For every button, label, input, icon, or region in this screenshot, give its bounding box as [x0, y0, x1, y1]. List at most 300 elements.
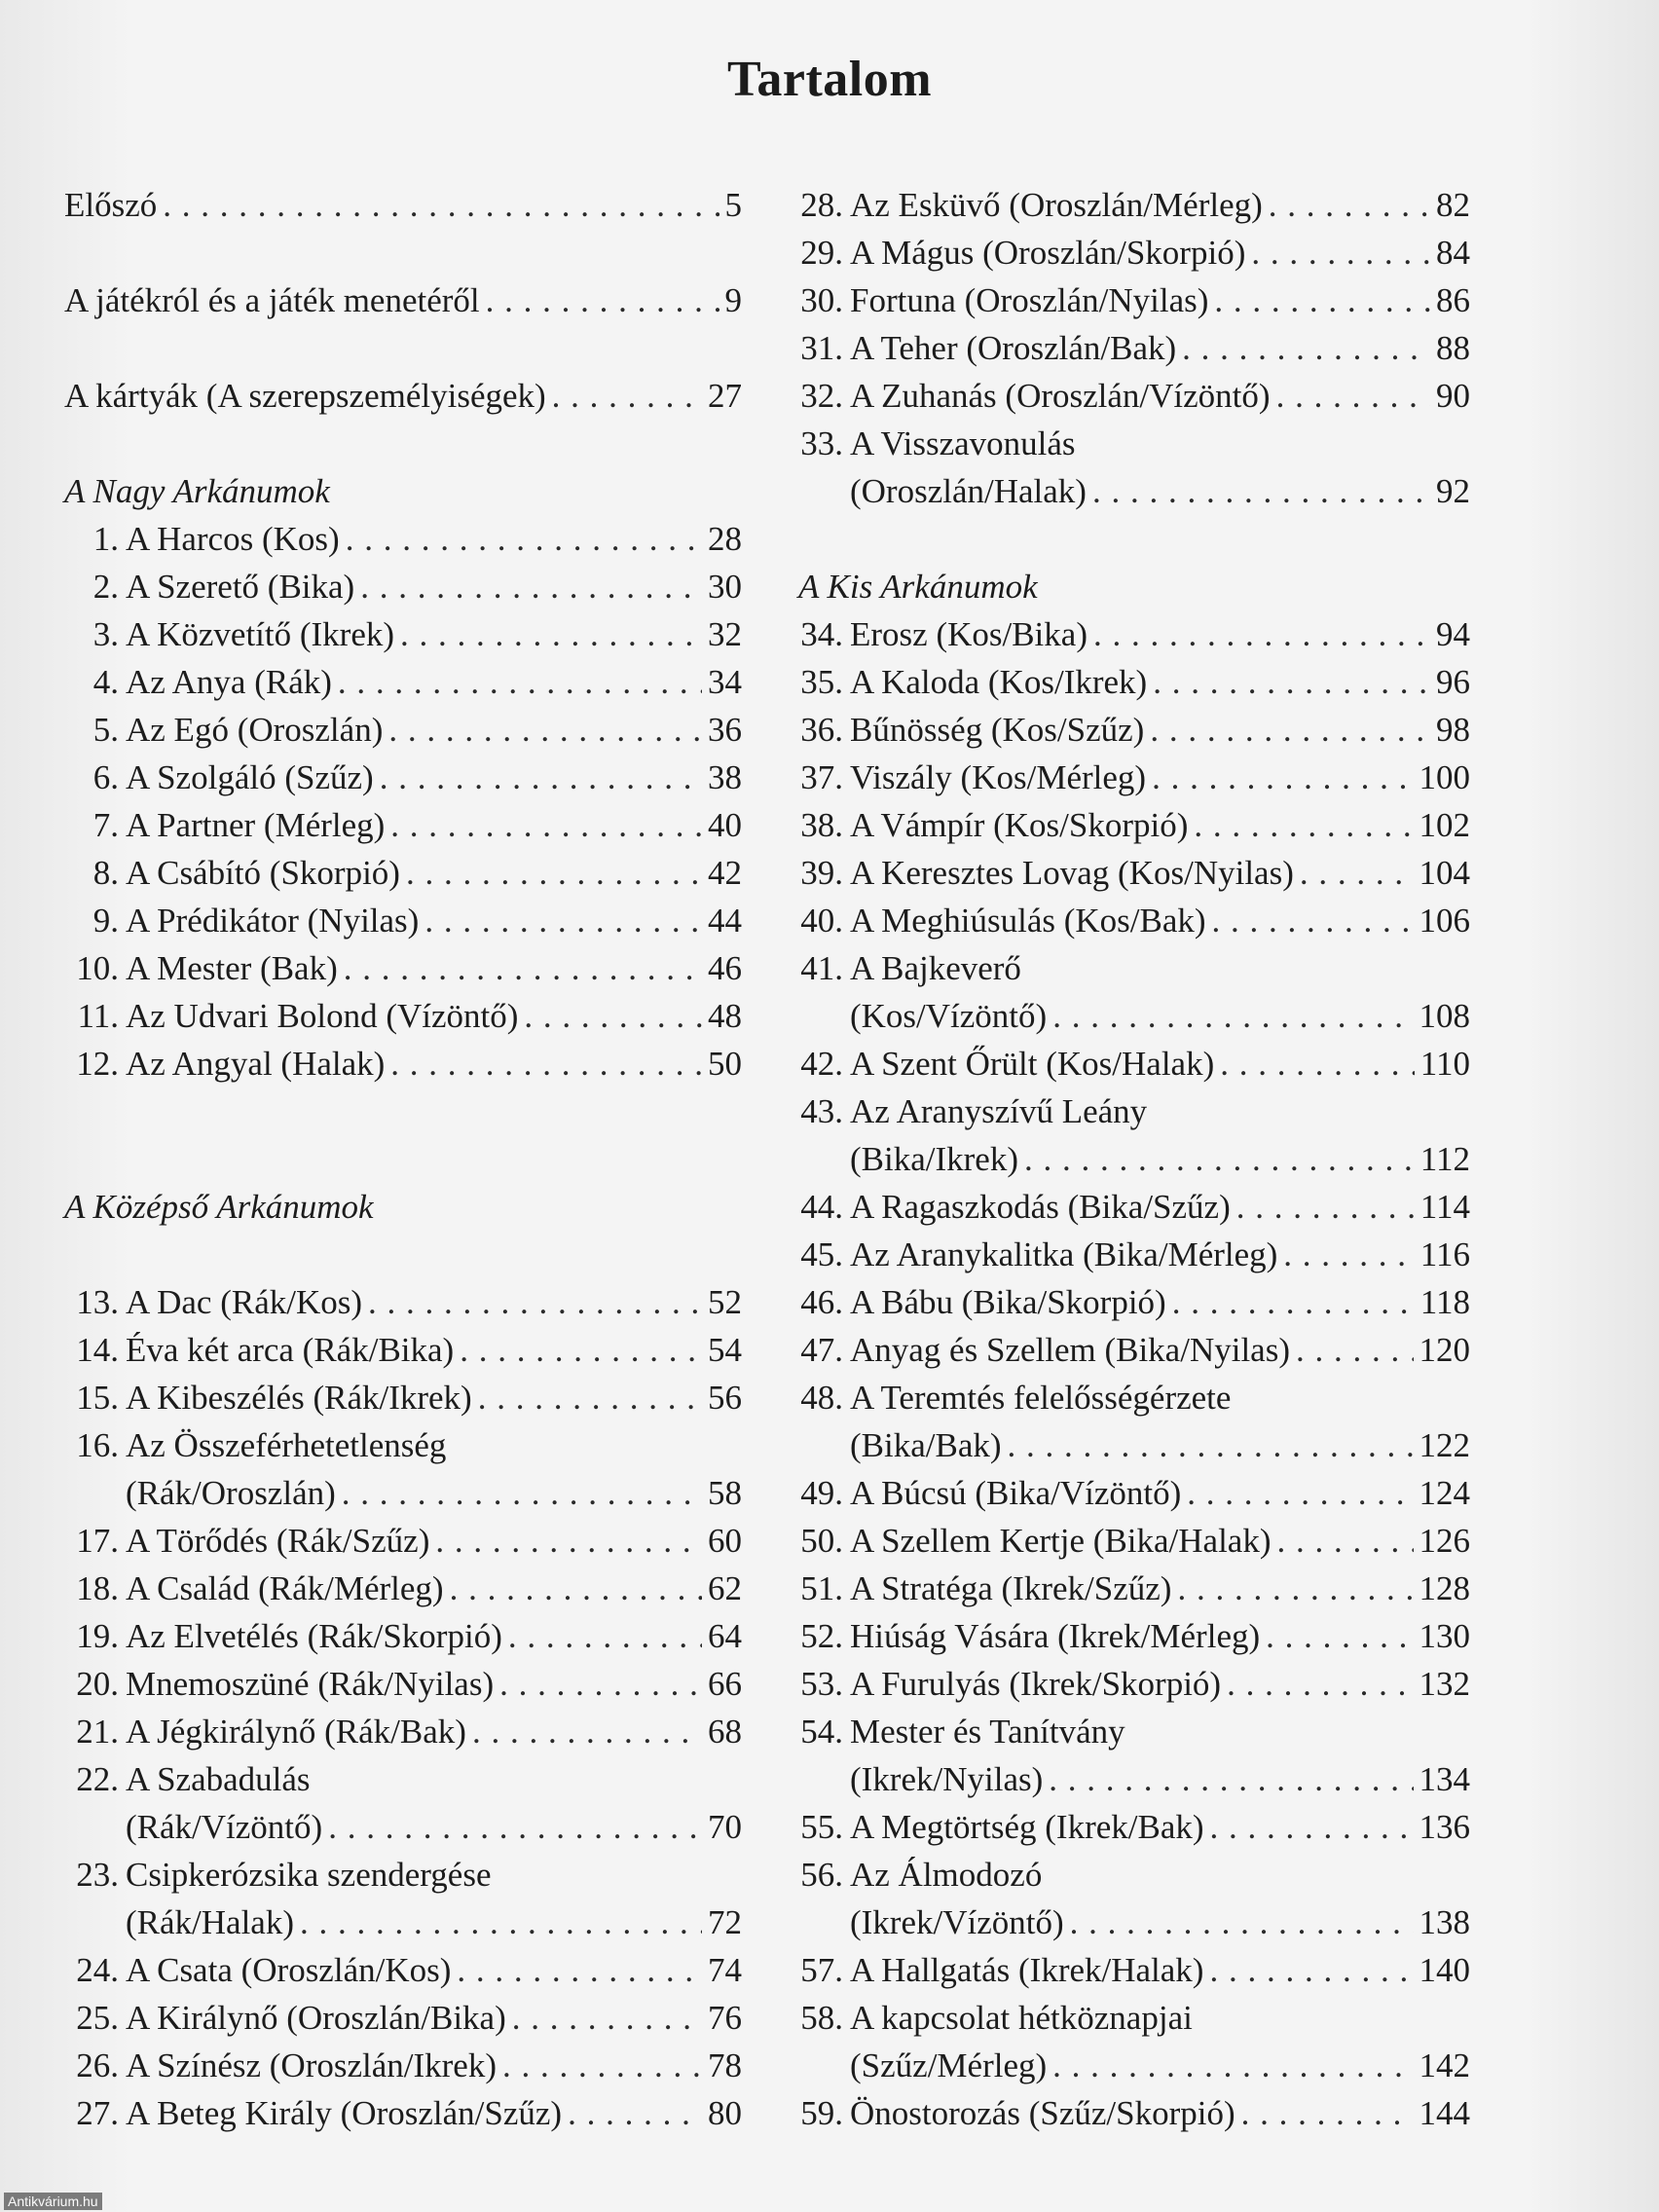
dot-leader: [1220, 1040, 1415, 1088]
entry-number: 14.: [76, 1331, 119, 1369]
entry-title: A Bábu (Bika/Skorpió): [850, 1283, 1166, 1321]
toc-entry: [64, 1994, 742, 2042]
entry-title: A Közvetítő (Ikrek): [126, 615, 395, 653]
entry-title: A Szent Őrült (Kos/Halak): [850, 1045, 1215, 1083]
entry-title: (Ikrek/Vízöntő): [850, 1903, 1064, 1941]
toc-entry: [798, 706, 1470, 754]
entry-title: Önostorozás (Szűz/Skorpió): [850, 2094, 1235, 2132]
entry-number: 5.: [92, 711, 119, 749]
toc-entry: [798, 1660, 1470, 1708]
toc-entry: [798, 944, 1470, 992]
dot-leader: [478, 1374, 702, 1421]
intro-entries: [64, 181, 742, 420]
toc-entry: [64, 1565, 742, 1612]
toc-entry: [798, 992, 1470, 1040]
dot-leader: [1024, 1135, 1415, 1183]
entry-title: Az Angyal (Halak): [126, 1045, 386, 1083]
toc-entry: [798, 2042, 1470, 2089]
toc-entry: [64, 706, 742, 754]
toc-left-column: [64, 181, 742, 2137]
entry-number: 9.: [92, 902, 119, 940]
entry-number: 56.: [800, 1856, 843, 1894]
entry-page-number: 74: [708, 1951, 742, 1989]
toc-entry: [798, 897, 1470, 944]
entry-title: A Kaloda (Kos/Ikrek): [850, 663, 1148, 701]
entry-page-number: 50: [708, 1045, 742, 1083]
toc-entry: [64, 801, 742, 849]
entry-page-number: 92: [1436, 472, 1470, 510]
toc-entry: [798, 2089, 1470, 2137]
entry-title: (Kos/Vízöntő): [850, 997, 1048, 1035]
entry-number: 43.: [800, 1092, 843, 1130]
dot-leader: [1209, 1946, 1413, 1994]
entry-page-number: 128: [1419, 1569, 1470, 1607]
entry-number: 37.: [800, 758, 843, 796]
entry-number: 40.: [800, 902, 843, 940]
entry-number: 16.: [76, 1426, 119, 1464]
entry-title: Fortuna (Oroszlán/Nyilas): [850, 281, 1209, 319]
toc-entry: [798, 181, 1470, 229]
entry-number: 17.: [76, 1522, 119, 1560]
entry-title: (Ikrek/Nyilas): [850, 1760, 1044, 1798]
entry-title: A Színész (Oroszlán/Ikrek): [126, 2046, 497, 2084]
entry-number: 52.: [800, 1617, 843, 1655]
entry-number: 31.: [800, 329, 843, 367]
dot-leader: [472, 1708, 702, 1755]
section-title-major: A Nagy Arkánumok: [64, 472, 330, 510]
entry-number: 44.: [800, 1188, 843, 1226]
entry-title: (Rák/Oroszlán): [126, 1474, 336, 1512]
toc-entry: [64, 1660, 742, 1708]
entry-number: 6.: [92, 758, 119, 796]
entry-number: 3.: [92, 615, 119, 653]
entry-number: 49.: [800, 1474, 843, 1512]
dot-leader: [1283, 1231, 1415, 1278]
entry-page-number: 126: [1419, 1522, 1470, 1560]
dot-leader: [1172, 1278, 1415, 1326]
entry-page-number: 96: [1436, 663, 1470, 701]
toc-entry: [798, 754, 1470, 801]
toc-entry: [798, 1803, 1470, 1851]
entry-page-number: 64: [708, 1617, 742, 1655]
entry-title: A Meghiúsulás (Kos/Bak): [850, 902, 1206, 940]
entry-number: 42.: [800, 1045, 843, 1083]
dot-leader: [346, 515, 702, 563]
entry-page-number: 108: [1419, 997, 1470, 1035]
toc-entry: [798, 658, 1470, 706]
entry-number: 39.: [800, 854, 843, 892]
toc-entry: [798, 610, 1470, 658]
entry-title: A Stratéga (Ikrek/Szűz): [850, 1569, 1172, 1607]
entry-page-number: 106: [1419, 902, 1470, 940]
toc-entry: [64, 849, 742, 897]
entry-number: 53.: [800, 1665, 843, 1703]
entry-title: (Szűz/Mérleg): [850, 2046, 1048, 2084]
entry-title: A Teher (Oroszlán/Bak): [850, 329, 1177, 367]
toc-entry: [798, 1612, 1470, 1660]
entry-number: 13.: [76, 1283, 119, 1321]
dot-leader: [1269, 181, 1430, 229]
toc-entry: [64, 1708, 742, 1755]
entry-number: 8.: [92, 854, 119, 892]
entry-title: A játékról és a játék menetéről: [64, 281, 480, 319]
entry-title: A Bajkeverő: [850, 949, 1021, 987]
entry-title: Hiúság Vására (Ikrek/Mérleg): [850, 1617, 1261, 1655]
entry-title: Mnemoszüné (Rák/Nyilas): [126, 1665, 495, 1703]
entry-title: (Bika/Bak): [850, 1426, 1002, 1464]
entry-title: Mester és Tanítvány: [850, 1713, 1125, 1751]
entry-title: A Ragaszkodás (Bika/Szűz): [850, 1188, 1231, 1226]
toc-entry: [64, 1374, 742, 1421]
entry-title: A Család (Rák/Mérleg): [126, 1569, 444, 1607]
entry-page-number: 110: [1419, 1045, 1470, 1083]
toc-entry: [64, 515, 742, 563]
toc-entry: [64, 897, 742, 944]
dot-leader: [1092, 467, 1430, 515]
entry-page-number: 5: [724, 186, 742, 224]
entry-title: Az Aranykalitka (Bika/Mérleg): [850, 1235, 1278, 1273]
entry-title: A Partner (Mérleg): [126, 806, 386, 844]
entry-title: A Kibeszélés (Rák/Ikrek): [126, 1379, 472, 1417]
entry-page-number: 62: [708, 1569, 742, 1607]
toc-entry: [64, 2042, 742, 2089]
entry-number: 19.: [76, 1617, 119, 1655]
entry-number: 51.: [800, 1569, 843, 1607]
dot-leader: [1008, 1421, 1414, 1469]
toc-entry: [798, 1708, 1470, 1755]
entry-page-number: 80: [708, 2094, 742, 2132]
entry-page-number: 102: [1419, 806, 1470, 844]
spacer: [64, 1135, 742, 1183]
entry-page-number: 132: [1419, 1665, 1470, 1703]
toc-entry: [798, 372, 1470, 420]
entry-title: A Mester (Bak): [126, 949, 338, 987]
entry-title: A Harcos (Kos): [126, 520, 340, 558]
dot-leader: [1236, 1183, 1415, 1231]
dot-leader: [1150, 706, 1430, 754]
entry-title: Az Egó (Oroszlán): [126, 711, 384, 749]
toc-entry: [798, 1517, 1470, 1565]
entry-number: 21.: [76, 1713, 119, 1751]
entry-page-number: 66: [708, 1665, 742, 1703]
entry-page-number: 136: [1419, 1808, 1470, 1846]
dot-leader: [1187, 1469, 1413, 1517]
entry-title: Anyag és Szellem (Bika/Nyilas): [850, 1331, 1290, 1369]
entry-title: A Megtörtség (Ikrek/Bak): [850, 1808, 1204, 1846]
toc-entry: [798, 1278, 1470, 1326]
entry-number: 41.: [800, 949, 843, 987]
toc-entry: [798, 1088, 1470, 1135]
entry-title: A Csábító (Skorpió): [126, 854, 400, 892]
dot-leader: [300, 1899, 702, 1946]
entry-page-number: 82: [1436, 186, 1470, 224]
entry-page-number: 46: [708, 949, 742, 987]
entry-number: 12.: [76, 1045, 119, 1083]
dot-leader: [1070, 1899, 1414, 1946]
major-arcana-entries: [64, 515, 742, 1088]
entry-page-number: 40: [708, 806, 742, 844]
dot-leader: [388, 706, 702, 754]
toc-entry: [798, 1469, 1470, 1517]
entry-page-number: 42: [708, 854, 742, 892]
toc-entry: [798, 420, 1470, 467]
dot-leader: [524, 992, 702, 1040]
entry-title: Az Aranyszívű Leány: [850, 1092, 1148, 1130]
entry-number: 59.: [800, 2094, 843, 2132]
dot-leader: [460, 1326, 702, 1374]
entry-number: 50.: [800, 1522, 843, 1560]
entry-number: 27.: [76, 2094, 119, 2132]
entry-page-number: 138: [1419, 1903, 1470, 1941]
toc-entry: [798, 801, 1470, 849]
entry-number: 35.: [800, 663, 843, 701]
toc-entry: [64, 372, 742, 420]
toc-entry: [64, 658, 742, 706]
entry-page-number: 52: [708, 1283, 742, 1321]
entry-number: 55.: [800, 1808, 843, 1846]
dot-leader: [406, 849, 702, 897]
entry-title: (Rák/Halak): [126, 1903, 294, 1941]
entry-title: A Törődés (Rák/Szűz): [126, 1522, 430, 1560]
entry-title: Éva két arca (Rák/Bika): [126, 1331, 455, 1369]
entry-page-number: 134: [1419, 1760, 1470, 1798]
section-title-middle: A Középső Arkánumok: [64, 1188, 374, 1226]
entry-number: 11.: [77, 997, 119, 1035]
dot-leader: [1210, 1803, 1414, 1851]
entry-number: 30.: [800, 281, 843, 319]
entry-number: 54.: [800, 1713, 843, 1751]
entry-title: A Királynő (Oroszlán/Bika): [126, 1999, 506, 2037]
entry-page-number: 112: [1419, 1140, 1470, 1178]
dot-leader: [450, 1565, 702, 1612]
entry-page-number: 114: [1419, 1188, 1470, 1226]
entry-number: 34.: [800, 615, 843, 653]
entry-number: 48.: [800, 1379, 843, 1417]
spacer: [64, 229, 742, 276]
toc-entry: [798, 229, 1470, 276]
toc-entry: [798, 1183, 1470, 1231]
dot-leader: [1177, 1565, 1413, 1612]
toc-entry: [64, 563, 742, 610]
dot-leader: [1241, 2089, 1414, 2137]
toc-entry: [64, 1899, 742, 1946]
dot-leader: [1214, 276, 1430, 324]
entry-page-number: 120: [1419, 1331, 1470, 1369]
dot-leader: [568, 2089, 702, 2137]
entry-page-number: 98: [1436, 711, 1470, 749]
entry-title: A Teremtés felelősségérzete: [850, 1379, 1232, 1417]
entry-page-number: 44: [708, 902, 742, 940]
toc-entry: [64, 1040, 742, 1088]
entry-number: 2.: [92, 568, 119, 606]
entry-page-number: 56: [708, 1379, 742, 1417]
entry-title: A Keresztes Lovag (Kos/Nyilas): [850, 854, 1294, 892]
entry-title: Az Összeférhetetlenség: [126, 1426, 447, 1464]
entry-title: (Rák/Vízöntő): [126, 1808, 323, 1846]
entry-page-number: 84: [1436, 234, 1470, 272]
continued-entries: [798, 181, 1470, 515]
entry-title: Az Álmodozó: [850, 1856, 1043, 1894]
entry-page-number: 9: [724, 281, 742, 319]
entry-number: 23.: [76, 1856, 119, 1894]
entry-page-number: 118: [1419, 1283, 1470, 1321]
entry-page-number: 94: [1436, 615, 1470, 653]
entry-title: A Szolgáló (Szűz): [126, 758, 374, 796]
entry-title: (Oroszlán/Halak): [850, 472, 1087, 510]
entry-number: 24.: [76, 1951, 119, 1989]
entry-number: 36.: [800, 711, 843, 749]
toc-entry: [64, 1803, 742, 1851]
entry-page-number: 116: [1419, 1235, 1470, 1273]
toc-entry: [798, 1899, 1470, 1946]
entry-number: 25.: [76, 1999, 119, 2037]
entry-page-number: 48: [708, 997, 742, 1035]
toc-entry: [798, 1135, 1470, 1183]
entry-number: 32.: [800, 377, 843, 415]
page-title: Tartalom: [726, 52, 933, 107]
entry-title: A kártyák (A szerepszemélyiségek): [64, 377, 546, 415]
entry-title: Bűnösség (Kos/Szűz): [850, 711, 1145, 749]
dot-leader: [486, 276, 719, 324]
entry-number: 26.: [76, 2046, 119, 2084]
entry-number: 47.: [800, 1331, 843, 1369]
entry-title: A Csata (Oroszlán/Kos): [126, 1951, 452, 1989]
entry-page-number: 142: [1419, 2046, 1470, 2084]
entry-number: 22.: [76, 1760, 119, 1798]
entry-title: Viszály (Kos/Mérleg): [850, 758, 1147, 796]
entry-title: A Mágus (Oroszlán/Skorpió): [850, 234, 1246, 272]
entry-page-number: 78: [708, 2046, 742, 2084]
dot-leader: [360, 563, 702, 610]
toc-entry: [798, 467, 1470, 515]
dot-leader: [1153, 658, 1430, 706]
entry-number: 33.: [800, 424, 843, 462]
dot-leader: [512, 1994, 702, 2042]
toc-entry: [64, 2089, 742, 2137]
toc-entry: [64, 992, 742, 1040]
entry-page-number: 28: [708, 520, 742, 558]
entry-title: Az Anya (Rák): [126, 663, 332, 701]
entry-number: 15.: [76, 1379, 119, 1417]
entry-number: 18.: [76, 1569, 119, 1607]
dot-leader: [1251, 229, 1430, 276]
toc-entry: [64, 1946, 742, 1994]
dot-leader: [1152, 754, 1413, 801]
toc-entry: [798, 1994, 1470, 2042]
dot-leader: [400, 610, 702, 658]
toc-entry: [64, 1755, 742, 1803]
entry-title: Csipkerózsika szendergése: [126, 1856, 492, 1894]
entry-title: (Bika/Ikrek): [850, 1140, 1018, 1178]
toc-entry: [798, 324, 1470, 372]
toc-entry: [798, 1040, 1470, 1088]
minor-arcana-entries: [798, 610, 1470, 2137]
toc-entry: [64, 276, 742, 324]
dot-leader: [1194, 801, 1413, 849]
dot-leader: [499, 1660, 702, 1708]
toc-entry: [64, 1326, 742, 1374]
dot-leader: [1227, 1660, 1413, 1708]
spacer: [64, 1088, 742, 1135]
dot-leader: [1296, 1326, 1414, 1374]
dot-leader: [163, 181, 719, 229]
dot-leader: [502, 2042, 702, 2089]
dot-leader: [1300, 849, 1414, 897]
entry-number: 38.: [800, 806, 843, 844]
dot-leader: [390, 801, 702, 849]
dot-leader: [1052, 2042, 1413, 2089]
entry-number: 46.: [800, 1283, 843, 1321]
toc-entry: [798, 1231, 1470, 1278]
dot-leader: [390, 1040, 702, 1088]
entry-page-number: 36: [708, 711, 742, 749]
entry-number: 10.: [76, 949, 119, 987]
entry-number: 58.: [800, 1999, 843, 2037]
entry-title: A Szellem Kertje (Bika/Halak): [850, 1522, 1272, 1560]
dot-leader: [552, 372, 702, 420]
dot-leader: [380, 754, 702, 801]
entry-number: 4.: [92, 663, 119, 701]
entry-page-number: 122: [1419, 1426, 1470, 1464]
toc-entry: [798, 1946, 1470, 1994]
toc-entry: [64, 1421, 742, 1469]
dot-leader: [1182, 324, 1430, 372]
toc-entry: [798, 1851, 1470, 1899]
spacer: [64, 324, 742, 372]
dot-leader: [368, 1278, 702, 1326]
entry-title: A Szerető (Bika): [126, 568, 355, 606]
dot-leader: [424, 897, 702, 944]
entry-page-number: 88: [1436, 329, 1470, 367]
toc-entry: [64, 1469, 742, 1517]
entry-page-number: 86: [1436, 281, 1470, 319]
toc-entry: [798, 1326, 1470, 1374]
entry-title: A Visszavonulás: [850, 424, 1076, 462]
dot-leader: [457, 1946, 702, 1994]
toc-right-column: [798, 181, 1470, 2137]
entry-page-number: 70: [708, 1808, 742, 1846]
entry-page-number: 27: [708, 377, 742, 415]
entry-title: A kapcsolat hétköznapjai: [850, 1999, 1193, 2037]
dot-leader: [508, 1612, 702, 1660]
dot-leader: [328, 1803, 702, 1851]
dot-leader: [1277, 1517, 1414, 1565]
dot-leader: [1093, 610, 1430, 658]
toc-entry: [64, 1612, 742, 1660]
entry-number: 28.: [800, 186, 843, 224]
entry-title: A Búcsú (Bika/Vízöntő): [850, 1474, 1182, 1512]
toc-entry: [64, 944, 742, 992]
toc-entry: [64, 610, 742, 658]
entry-page-number: 32: [708, 615, 742, 653]
entry-page-number: 140: [1419, 1951, 1470, 1989]
toc-entry: [798, 276, 1470, 324]
dot-leader: [344, 944, 702, 992]
toc-entry: [64, 1851, 742, 1899]
entry-number: 29.: [800, 234, 843, 272]
entry-number: 1.: [92, 520, 119, 558]
entry-title: A Jégkirálynő (Rák/Bak): [126, 1713, 466, 1751]
entry-title: A Szabadulás: [126, 1760, 311, 1798]
toc-entry: [798, 1565, 1470, 1612]
dot-leader: [1266, 1612, 1413, 1660]
spacer: [798, 515, 1470, 563]
toc-entry: [798, 1374, 1470, 1421]
entry-page-number: 58: [708, 1474, 742, 1512]
entry-page-number: 30: [708, 568, 742, 606]
entry-page-number: 60: [708, 1522, 742, 1560]
entry-page-number: 124: [1419, 1474, 1470, 1512]
